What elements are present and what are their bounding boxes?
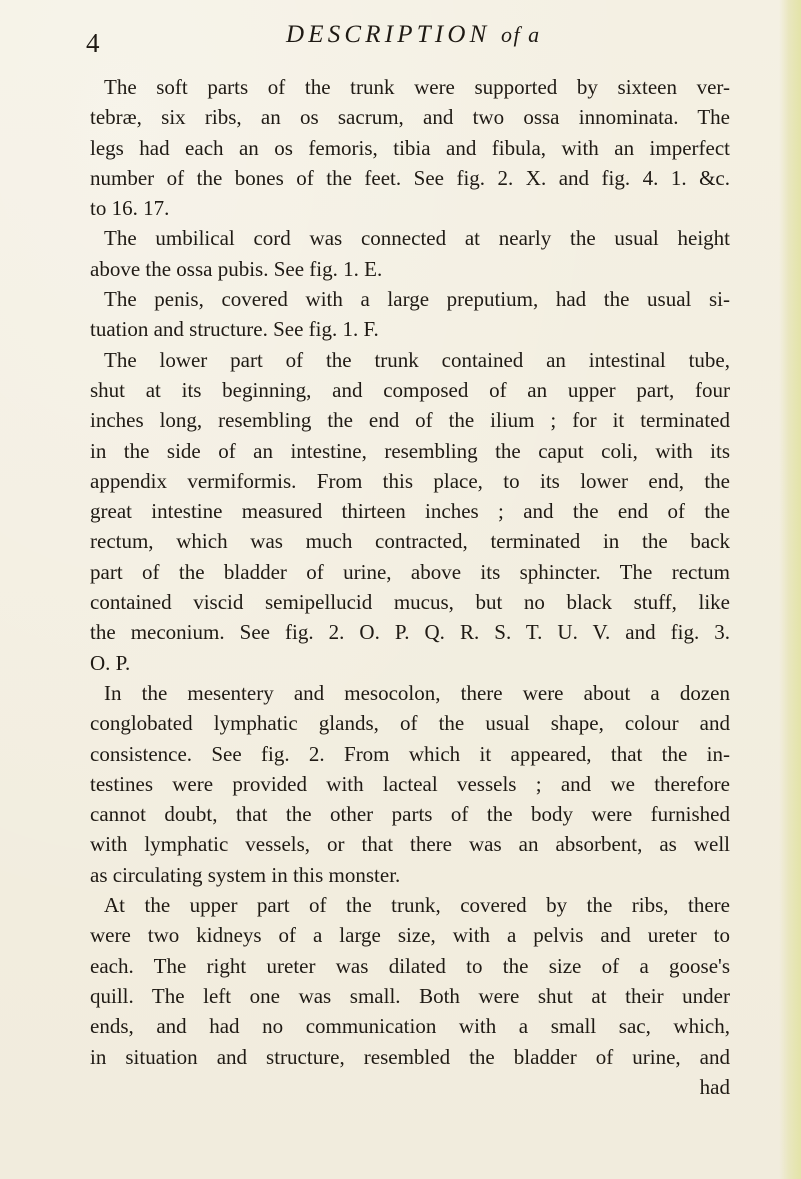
text-line: testines were provided with lacteal vessels ; and we therefore <box>90 771 730 796</box>
text-line: shut at its beginning, and composed of an upper part, four <box>90 377 730 402</box>
text-line: The soft parts of the trunk were supported by sixteen ver- <box>104 75 730 99</box>
text-line: conglobated lymphatic glands, of the usual shape, colour and <box>90 711 730 736</box>
text-line: in the side of an intestine, resembling the caput coli, with its <box>90 438 730 463</box>
text-line: tuation and structure. See fig. 1. F. <box>90 317 379 342</box>
text-line: tebræ, six ribs, an os sacrum, and two ossa innominata. The <box>90 105 730 130</box>
text-line: At the upper part of the trunk, covered by the ribs, there <box>104 893 730 918</box>
text-line: part of the bladder of urine, above its sphincter. The rectum <box>90 559 730 584</box>
text-line: to 16. 17. <box>90 196 170 221</box>
text-line: legs had each an os femoris, tibia and fibula, with an imperfect <box>90 135 730 160</box>
text-line: quill. The left one was small. Both were shut at their under <box>90 983 730 1008</box>
text-line: with lymphatic vessels, or that there was an absorbent, as well <box>90 832 730 857</box>
text-line: ends, and had no communication with a small sac, which, <box>90 1014 730 1039</box>
text-line: great intestine measured thirteen inches ; and the end of the <box>90 499 730 524</box>
text-line: O. P. <box>90 650 131 675</box>
text-line: were two kidneys of a large size, with a pelvis and ureter to <box>90 923 730 948</box>
text-line: as circulating system in this monster. <box>90 862 401 887</box>
text-line: had <box>699 1074 730 1099</box>
text-line: above the ossa pubis. See fig. 1. E. <box>90 256 383 281</box>
text-line: the meconium. See fig. 2. O. P. Q. R. S. T. U. V. and fig. 3. <box>90 620 730 645</box>
page-header <box>0 18 801 58</box>
running-head-suffix: of a <box>500 22 541 47</box>
text-line: in situation and structure, resembled the bladder of urine, and <box>90 1044 730 1069</box>
text-line: inches long, resembling the end of the ilium ; for it terminated <box>90 408 730 433</box>
text-line: cannot doubt, that the other parts of the body were furnished <box>90 802 730 827</box>
running-head-title: DESCRIPTION <box>286 21 491 48</box>
text-line: The umbilical cord was connected at nearly the usual height <box>104 226 730 251</box>
text-line: contained viscid semipellucid mucus, but no black stuff, like <box>90 590 730 615</box>
page-number: 4 <box>86 28 100 58</box>
text-line: In the mesentery and mesocolon, there were about a dozen <box>104 680 730 705</box>
running-head <box>286 20 541 50</box>
text-line: rectum, which was much contracted, terminated in the back <box>90 529 730 554</box>
text-line: appendix vermiformis. From this place, to its lower end, the <box>90 468 730 493</box>
body-text <box>90 72 730 1102</box>
text-line: The penis, covered with a large preputium, had the usual si- <box>104 287 730 312</box>
text-line: consistence. See fig. 2. From which it appeared, that the in- <box>90 741 730 766</box>
text-line: The lower part of the trunk contained an intestinal tube, <box>104 347 730 372</box>
text-line: number of the bones of the feet. See fig. 2. X. and fig. 4. 1. &c. <box>90 165 730 190</box>
page-edge <box>779 0 801 1179</box>
text-line: each. The right ureter was dilated to the size of a goose's <box>90 953 730 978</box>
